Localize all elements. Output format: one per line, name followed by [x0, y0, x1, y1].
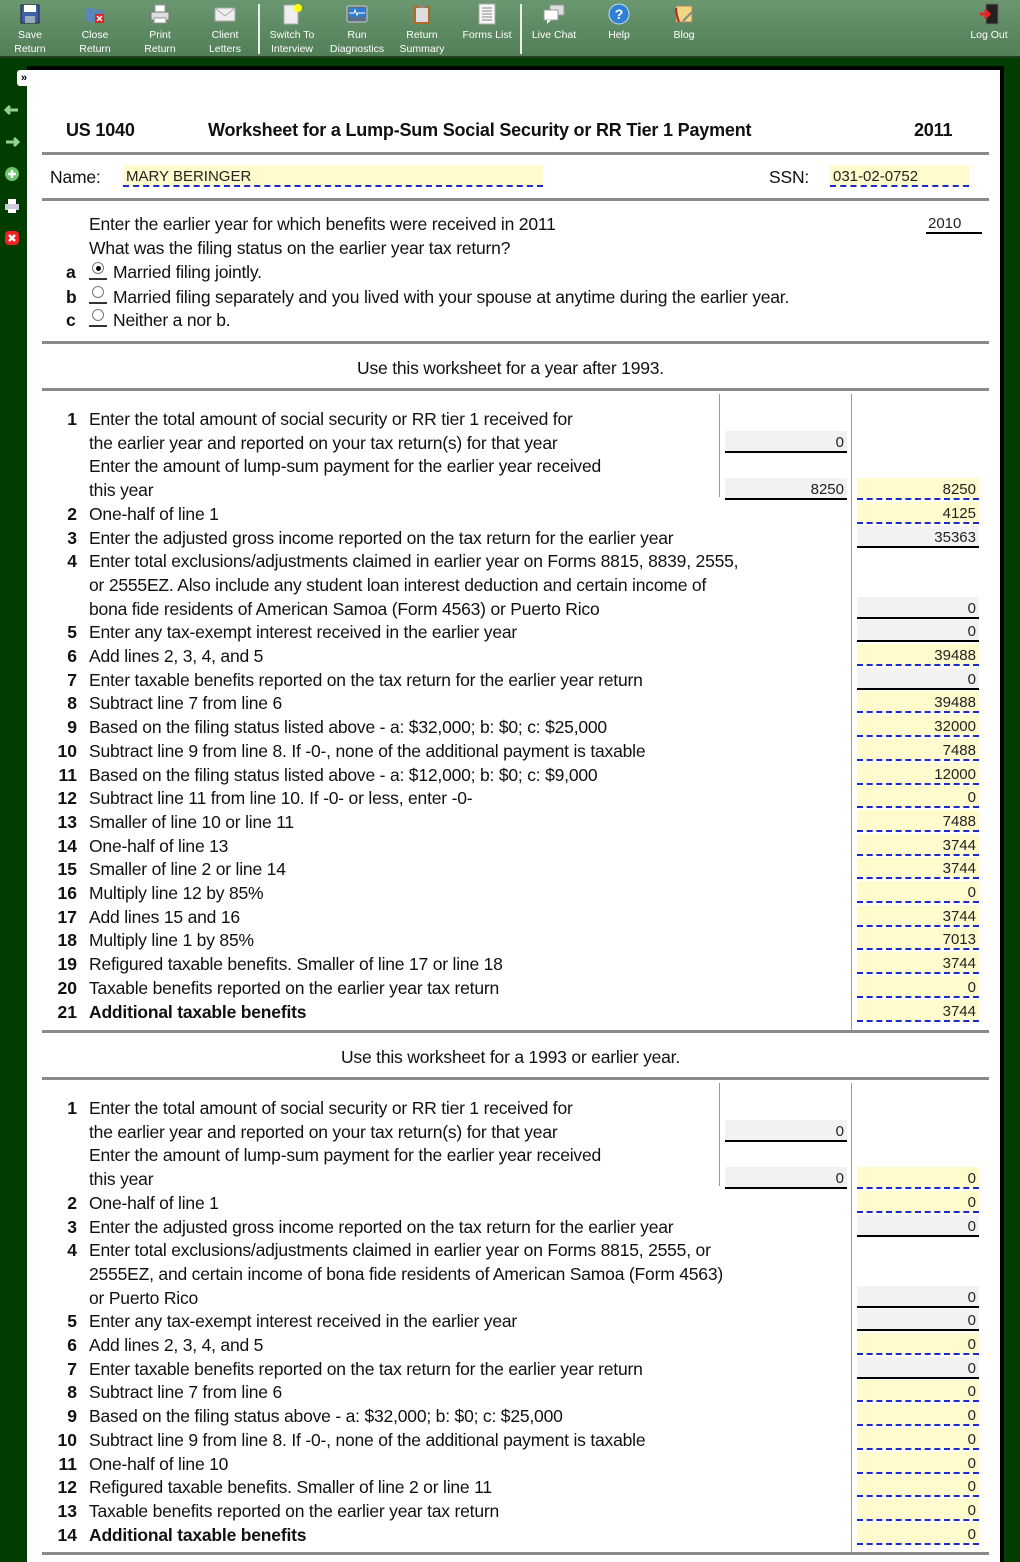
expand-panel-button[interactable]: » — [17, 70, 31, 86]
ssn-label: SSN: — [769, 167, 810, 187]
line-text: this year — [89, 1169, 154, 1190]
tax-year: 2011 — [914, 120, 953, 140]
line-text: Add lines 2, 3, 4, and 5 — [89, 646, 264, 666]
line6-field[interactable]: 39488 — [857, 644, 979, 666]
client-letters-label-2: Letters — [208, 43, 242, 55]
line-text: Additional taxable benefits — [89, 1524, 307, 1545]
help-label: Help — [608, 29, 630, 41]
line-number: 7 — [67, 1358, 77, 1379]
line4-field[interactable]: 0 — [857, 1286, 979, 1308]
clipboard-icon — [411, 3, 433, 25]
line-text: or Puerto Rico — [89, 1287, 199, 1308]
line-number: 7 — [67, 669, 77, 690]
line14-field[interactable]: 3744 — [857, 834, 979, 856]
return-summary-label-2: Summary — [399, 43, 445, 55]
back-arrow-icon[interactable] — [4, 102, 20, 118]
line11-field[interactable]: 0 — [857, 1452, 979, 1474]
return-summary-label-1: Return — [406, 29, 438, 41]
line-text: Subtract line 9 from line 8. If -0-, none of the additional payment is taxable — [89, 740, 646, 761]
line-number: 5 — [67, 622, 77, 643]
line-text: this year — [89, 480, 154, 501]
line-number: 2 — [67, 503, 77, 524]
line-number: 8 — [67, 693, 77, 714]
line15-field[interactable]: 3744 — [857, 857, 979, 879]
line-text: Based on the filing status listed above - a: $32,000; b: $0; c: $25,000 — [89, 717, 607, 738]
line-number: 20 — [57, 977, 77, 998]
line-text: Based on the filing status above - a: $32,000; b: $0; c: $25,000 — [89, 1406, 563, 1427]
line18-field[interactable]: 7013 — [857, 928, 979, 950]
line-text: Subtract line 9 from line 8. If -0-, none of the additional payment is taxable — [89, 1429, 646, 1450]
line-number: 1 — [67, 1098, 77, 1118]
line-number: 17 — [57, 906, 77, 927]
line8-field[interactable]: 39488 — [857, 691, 979, 713]
floppy-disk-icon — [19, 3, 41, 25]
line4-field[interactable]: 0 — [857, 597, 979, 619]
line-text: One-half of line 1 — [89, 1192, 219, 1213]
divider — [42, 152, 989, 155]
live-chat-button[interactable] — [522, 3, 586, 42]
line-text: Enter total exclusions/adjustments claimed in earlier year on Forms 8815, 8839, 2555, — [89, 551, 739, 572]
line-text: One-half of line 10 — [89, 1453, 229, 1474]
line16-field[interactable]: 0 — [857, 881, 979, 903]
monitor-pulse-icon — [346, 3, 368, 25]
line13-field[interactable]: 7488 — [857, 810, 979, 832]
line-text: Enter the adjusted gross income reported on the tax return for the earlier year — [89, 1216, 674, 1237]
svg-text:?: ? — [614, 6, 624, 22]
line-number: 19 — [57, 954, 77, 975]
line-number: 16 — [57, 883, 77, 903]
line-text: Taxable benefits reported on the earlier year tax return — [89, 977, 500, 998]
blog-button[interactable] — [652, 3, 716, 42]
printer-icon[interactable] — [4, 198, 20, 214]
print-return-button[interactable] — [128, 3, 192, 56]
form-id: US 1040 — [66, 120, 135, 140]
line-text: Enter any tax-exempt interest received in the earlier year — [89, 622, 518, 643]
line-text: Enter the amount of lump-sum payment for the earlier year received — [89, 456, 602, 477]
forward-arrow-icon[interactable] — [4, 134, 20, 150]
earlier-year-label: Enter the earlier year for which benefits were received in 2011 — [89, 214, 556, 234]
forms-list-label: Forms List — [462, 29, 512, 41]
line-text: Subtract line 7 from line 6 — [89, 693, 283, 714]
line-number: 13 — [57, 811, 77, 832]
switch-to-interview-button[interactable] — [260, 3, 324, 56]
line-text: Enter the amount of lump-sum payment for the earlier year received — [89, 1145, 602, 1166]
option-letter-c: c — [66, 310, 76, 330]
line-number: 12 — [57, 1477, 77, 1498]
line1-total-field[interactable]: 0 — [857, 1167, 979, 1189]
line-text: Enter taxable benefits reported on the tax return for the earlier year return — [89, 1358, 643, 1379]
earlier-year-field[interactable]: 2010 — [926, 212, 982, 234]
line13-field[interactable]: 0 — [857, 1499, 979, 1521]
envelope-icon — [214, 3, 236, 25]
line-text: Subtract line 11 from line 10. If -0- or less, enter -0- — [89, 788, 473, 809]
document-lightbulb-icon — [281, 3, 303, 25]
line3-field[interactable]: 0 — [857, 1215, 979, 1237]
line-number: 11 — [58, 1453, 77, 1474]
forms-list-button[interactable] — [455, 3, 519, 42]
line12-field[interactable]: 0 — [857, 786, 979, 808]
left-rail — [0, 60, 24, 1562]
line-text: 2555EZ, and certain income of bona fide residents of American Samoa (Form 4563) — [89, 1263, 723, 1284]
log-out-label: Log Out — [970, 29, 1008, 41]
name-label: Name: — [50, 167, 101, 187]
line2-field[interactable]: 0 — [857, 1191, 979, 1213]
save-return-label-1: Save — [18, 29, 42, 41]
line14-field[interactable]: 0 — [857, 1523, 979, 1545]
line-number: 21 — [57, 1001, 77, 1022]
switch-to-interview-label-1: Switch To — [269, 29, 315, 41]
line-text: Enter the adjusted gross income reported on the tax return for the earlier year — [89, 527, 674, 548]
line7-field[interactable]: 0 — [857, 1357, 979, 1379]
close-return-label-1: Close — [81, 29, 109, 41]
close-return-button[interactable] — [63, 3, 127, 56]
divider — [42, 198, 989, 201]
filing-status-radio-b[interactable] — [89, 286, 107, 304]
line8-field[interactable]: 0 — [857, 1380, 979, 1402]
divider — [42, 1030, 989, 1033]
line19-field[interactable]: 3744 — [857, 952, 979, 974]
line-text: bona fide residents of American Samoa (Form 4563) or Puerto Rico — [89, 598, 600, 619]
line-number: 8 — [67, 1382, 77, 1403]
line-text: Smaller of line 10 or line 11 — [89, 811, 294, 832]
line-number: 1 — [67, 409, 77, 429]
run-diagnostics-label-1: Run — [347, 29, 367, 41]
line-number: 15 — [57, 859, 77, 880]
line1-lump-sum-field[interactable]: 8250 — [725, 478, 847, 500]
line-number: 2 — [67, 1192, 77, 1213]
line20-field[interactable]: 0 — [857, 976, 979, 998]
line12-field[interactable]: 0 — [857, 1475, 979, 1497]
return-summary-button[interactable] — [390, 3, 454, 56]
print-return-label-1: Print — [149, 29, 171, 41]
line-number: 4 — [67, 551, 77, 572]
line-number: 9 — [67, 717, 77, 738]
line-number: 9 — [67, 1406, 77, 1427]
close-folder-icon — [84, 3, 106, 25]
line5-field[interactable]: 0 — [857, 1309, 979, 1331]
column-rule — [851, 394, 852, 1030]
list-icon — [476, 3, 498, 25]
exit-door-icon — [978, 3, 1000, 25]
line-text: Based on the filing status listed above - a: $12,000; b: $0; c: $9,000 — [89, 764, 598, 785]
filing-status-question: What was the filing status on the earlier year tax return? — [89, 238, 511, 258]
live-chat-label: Live Chat — [531, 29, 577, 41]
client-letters-button[interactable] — [193, 3, 257, 56]
line-number: 4 — [67, 1240, 77, 1261]
line-number: 13 — [57, 1500, 77, 1521]
line-text: Enter the total amount of social security or RR tier 1 received for — [89, 1098, 573, 1118]
line-text: Add lines 15 and 16 — [89, 906, 240, 927]
line17-field[interactable]: 3744 — [857, 905, 979, 927]
line-text: the earlier year and reported on your tax return(s) for that year — [89, 432, 558, 453]
line-text: Refigured taxable benefits. Smaller of line 2 or line 11 — [89, 1477, 492, 1498]
run-diagnostics-label-2: Diagnostics — [329, 43, 385, 55]
switch-to-interview-label-2: Interview — [270, 43, 313, 55]
delete-icon[interactable] — [4, 230, 20, 246]
line-text: Enter any tax-exempt interest received in the earlier year — [89, 1311, 518, 1332]
blog-label: Blog — [673, 29, 695, 41]
line-number: 14 — [57, 1524, 77, 1545]
save-return-button[interactable] — [0, 3, 62, 56]
scroll-quill-icon — [673, 3, 695, 25]
line-number: 11 — [58, 764, 77, 785]
line1-total-field[interactable]: 8250 — [857, 478, 979, 500]
column-rule — [851, 1083, 852, 1552]
worksheet-page — [27, 66, 1004, 1562]
option-label-b: Married filing separately and you lived with your spouse at anytime during the earlier year. — [113, 287, 790, 307]
section2-heading: Use this worksheet for a 1993 or earlier year. — [340, 1047, 681, 1067]
line-text: Multiply line 1 by 85% — [89, 930, 254, 951]
line10-field[interactable]: 7488 — [857, 739, 979, 761]
line10-field[interactable]: 0 — [857, 1428, 979, 1450]
line7-field[interactable]: 0 — [857, 668, 979, 690]
close-return-label-2: Return — [79, 43, 111, 55]
filing-status-radio-a[interactable] — [89, 262, 107, 280]
line2-field[interactable]: 4125 — [857, 502, 979, 524]
filing-status-radio-c[interactable] — [89, 309, 107, 327]
help-icon — [608, 3, 630, 25]
line-text: Enter total exclusions/adjustments claimed in earlier year on Forms 8815, 2555, or — [89, 1240, 711, 1261]
line-number: 10 — [57, 1429, 77, 1450]
line-text: Enter taxable benefits reported on the tax return for the earlier year return — [89, 669, 643, 690]
option-label-a: Married filing jointly. — [113, 262, 262, 282]
line-text: the earlier year and reported on your tax return(s) for that year — [89, 1121, 558, 1142]
name-field[interactable]: MARY BERINGER — [123, 165, 543, 187]
line-text: Multiply line 12 by 85% — [89, 883, 264, 903]
divider — [42, 388, 989, 391]
line-text: Additional taxable benefits — [89, 1001, 307, 1022]
line-number: 14 — [57, 835, 77, 856]
line3-field[interactable]: 35363 — [857, 526, 979, 548]
line21-field[interactable]: 3744 — [857, 1000, 979, 1022]
line-text: Refigured taxable benefits. Smaller of line 17 or line 18 — [89, 954, 503, 975]
ssn-field[interactable]: 031-02-0752 — [830, 165, 969, 187]
line-text: Taxable benefits reported on the earlier year tax return — [89, 1500, 500, 1521]
section1-heading: Use this worksheet for a year after 1993. — [357, 358, 664, 378]
divider — [42, 341, 989, 344]
divider — [42, 1077, 989, 1080]
line-text: Smaller of line 2 or line 14 — [89, 859, 286, 880]
chat-bubbles-icon — [543, 3, 565, 25]
line1-prior-benefits-field[interactable]: 0 — [725, 431, 847, 453]
line-number: 18 — [57, 930, 77, 951]
divider — [42, 1552, 989, 1555]
log-out-button[interactable] — [957, 3, 1020, 42]
line-text: One-half of line 1 — [89, 503, 219, 524]
line9-field[interactable]: 0 — [857, 1404, 979, 1426]
column-rule — [719, 1083, 720, 1186]
print-return-label-2: Return — [144, 43, 176, 55]
line9-field[interactable]: 32000 — [857, 715, 979, 737]
option-letter-a: a — [66, 262, 76, 282]
help-button[interactable] — [587, 3, 651, 42]
toolbar — [0, 0, 1020, 58]
line-text: Subtract line 7 from line 6 — [89, 1382, 283, 1403]
page-title: Worksheet for a Lump-Sum Social Security or RR Tier 1 Payment — [208, 120, 752, 140]
line-text: Enter the total amount of social security or RR tier 1 received for — [89, 409, 573, 429]
line-number: 6 — [67, 646, 77, 666]
line-text: One-half of line 13 — [89, 835, 229, 856]
line-text: or 2555EZ. Also include any student loan interest deduction and certain income of — [89, 574, 707, 595]
line-text: Add lines 2, 3, 4, and 5 — [89, 1335, 264, 1355]
line-number: 12 — [57, 788, 77, 809]
option-letter-b: b — [66, 287, 77, 307]
line-number: 6 — [67, 1335, 77, 1355]
line-number: 3 — [67, 1216, 77, 1237]
line-number: 5 — [67, 1311, 77, 1332]
line5-field[interactable]: 0 — [857, 620, 979, 642]
line11-field[interactable]: 12000 — [857, 763, 979, 785]
option-label-c: Neither a nor b. — [113, 310, 231, 330]
run-diagnostics-button[interactable] — [325, 3, 389, 56]
line1-lump-sum-field[interactable]: 0 — [725, 1167, 847, 1189]
client-letters-label-1: Client — [211, 29, 239, 41]
line-number: 3 — [67, 527, 77, 548]
printer-icon — [149, 3, 171, 25]
line1-prior-benefits-field[interactable]: 0 — [725, 1120, 847, 1142]
line-number: 10 — [57, 740, 77, 761]
line6-field[interactable]: 0 — [857, 1333, 979, 1355]
add-icon[interactable] — [4, 166, 20, 182]
save-return-label-2: Return — [14, 43, 46, 55]
column-rule — [719, 394, 720, 497]
